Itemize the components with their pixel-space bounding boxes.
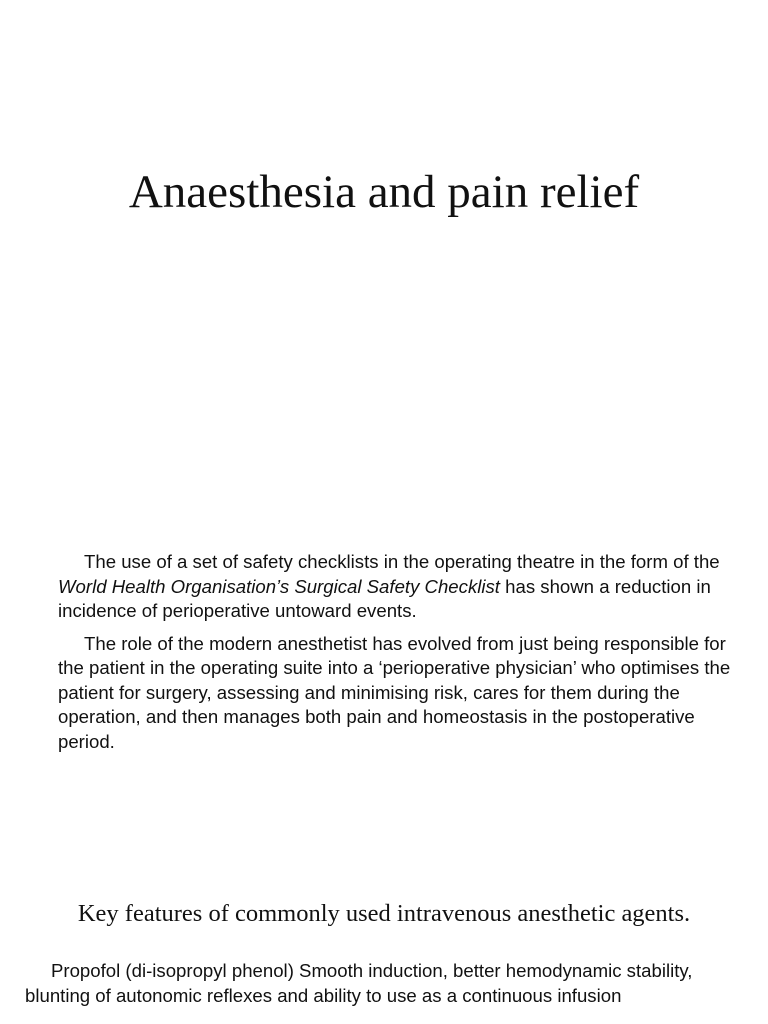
- paragraph-anesthetist-role: The role of the modern anesthetist has evolved from just being responsible for the patient in the operating suite into a ‘perioperative physician’ who optimises the patient for surgery, assessing and minimising risk, cares for them during the operation, and then manages both pain and homeostasis in the postoperative period.: [58, 632, 731, 752]
- page-title: Anaesthesia and pain relief: [128, 166, 640, 218]
- paragraph-text: has shown a reduction in incidence of perioperative untoward events.: [58, 575, 711, 621]
- paragraph-safety-checklist: [58, 550, 738, 624]
- paragraph-text: The use of a set of safety checklists in the operating theatre in the form of the: [84, 551, 720, 572]
- checklist-name: World Health Organisation’s Surgical Safety Checklist: [58, 575, 500, 597]
- propofol-description: Propofol (di-isopropyl phenol) Smooth induction, better hemodynamic stability, blunting of autonomic reflexes and ability to use as a continuous infusion: [25, 960, 693, 1006]
- section-heading: Key features of commonly used intravenous anesthetic agents.: [77, 900, 691, 927]
- intro-text-block: [58, 550, 738, 762]
- agent-description-block: [25, 958, 740, 1008]
